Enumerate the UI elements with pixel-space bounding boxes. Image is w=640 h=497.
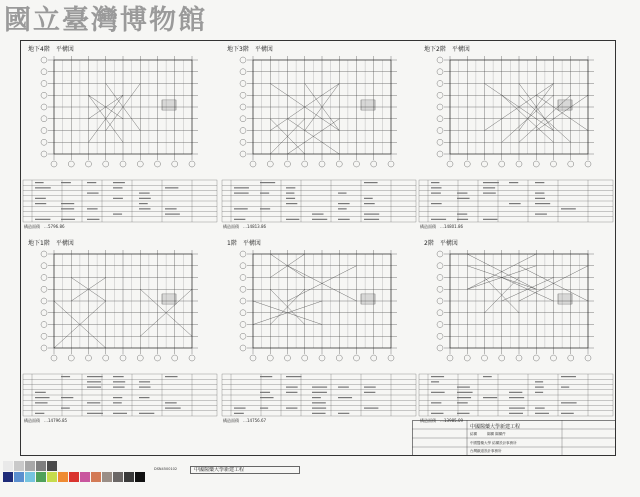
- panel-b3-floor-plan: [221, 42, 417, 236]
- member-schedule-table: [418, 179, 614, 223]
- panel-note: 構造面積 …14796.85: [24, 418, 68, 423]
- panel-b2-floor-plan: [418, 42, 614, 236]
- museum-watermark-title: 國立臺灣博物館: [4, 5, 207, 36]
- panel-note: 構造面積 …13985.09: [420, 418, 464, 423]
- project-label-box: [190, 466, 300, 474]
- color-swatch: [47, 472, 57, 482]
- floor-plan-drawing: [22, 52, 218, 177]
- member-schedule-table: [22, 373, 218, 417]
- grey-swatch: [14, 461, 24, 471]
- color-calibration-strip: [3, 460, 303, 490]
- grey-swatch: [47, 461, 57, 471]
- panel-title: 地下1階 平構図: [28, 240, 74, 247]
- project-label: 中國醫藥大學新建工程: [194, 467, 245, 473]
- color-swatch: [124, 472, 134, 482]
- color-swatch: [135, 472, 145, 482]
- grey-swatch: [3, 461, 13, 471]
- panel-2f-floor-plan: [418, 236, 614, 430]
- panel-b1-floor-plan: [22, 236, 218, 430]
- panel-title: 地下3階 平構図: [227, 46, 273, 53]
- member-schedule-table: [221, 179, 417, 223]
- color-swatch: [91, 472, 101, 482]
- title-block-project: 中國醫藥大學新建工程: [470, 424, 521, 430]
- panel-1f-floor-plan: [221, 236, 417, 430]
- title-block-line: 鋼構 鋼構件: [487, 432, 506, 436]
- color-swatch: [113, 472, 123, 482]
- floor-plan-drawing: [221, 52, 417, 177]
- member-schedule-table: [22, 179, 218, 223]
- floor-plan-drawing: [22, 246, 218, 371]
- color-swatch: [25, 472, 35, 482]
- panel-note: 構造面積 …14801.86: [420, 224, 464, 229]
- structural-grid: [437, 56, 594, 167]
- grey-swatch: [25, 461, 35, 471]
- structural-grid: [437, 250, 594, 361]
- panel-title: 2階 平構図: [424, 240, 458, 247]
- color-swatch: [58, 472, 68, 482]
- panel-title: 地下4階 平構図: [28, 46, 74, 53]
- panel-title: 地下2階 平構図: [424, 46, 470, 53]
- panel-note: 構造面積 …14813.86: [223, 224, 267, 229]
- panel-note: 構造面積 …14756.67: [223, 418, 267, 423]
- color-swatch: [102, 472, 112, 482]
- drawing-code: DSN4500102: [154, 467, 178, 471]
- color-swatch: [36, 472, 46, 482]
- floor-plan-drawing: [418, 246, 614, 371]
- floor-plan-drawing: [221, 246, 417, 371]
- title-block-line: 台灣鐵道設計事務所: [470, 449, 502, 453]
- color-swatch: [14, 472, 24, 482]
- color-swatch: [69, 472, 79, 482]
- panel-b4-floor-plan: [22, 42, 218, 236]
- member-schedule-table: [221, 373, 417, 417]
- color-swatch: [80, 472, 90, 482]
- floor-plan-drawing: [418, 52, 614, 177]
- title-block-line: 中國醫藥大學 結構設計事務所: [470, 441, 517, 445]
- title-block: [412, 420, 616, 456]
- panel-title: 1階 平構図: [227, 240, 261, 247]
- panel-note: 構造面積 …5796.86: [24, 224, 65, 229]
- structural-grid: [41, 250, 198, 361]
- color-swatch: [3, 472, 13, 482]
- grey-swatch: [36, 461, 46, 471]
- title-block-line: 結構: [470, 432, 477, 436]
- member-schedule-table: [418, 373, 614, 417]
- structural-grid: [240, 250, 397, 361]
